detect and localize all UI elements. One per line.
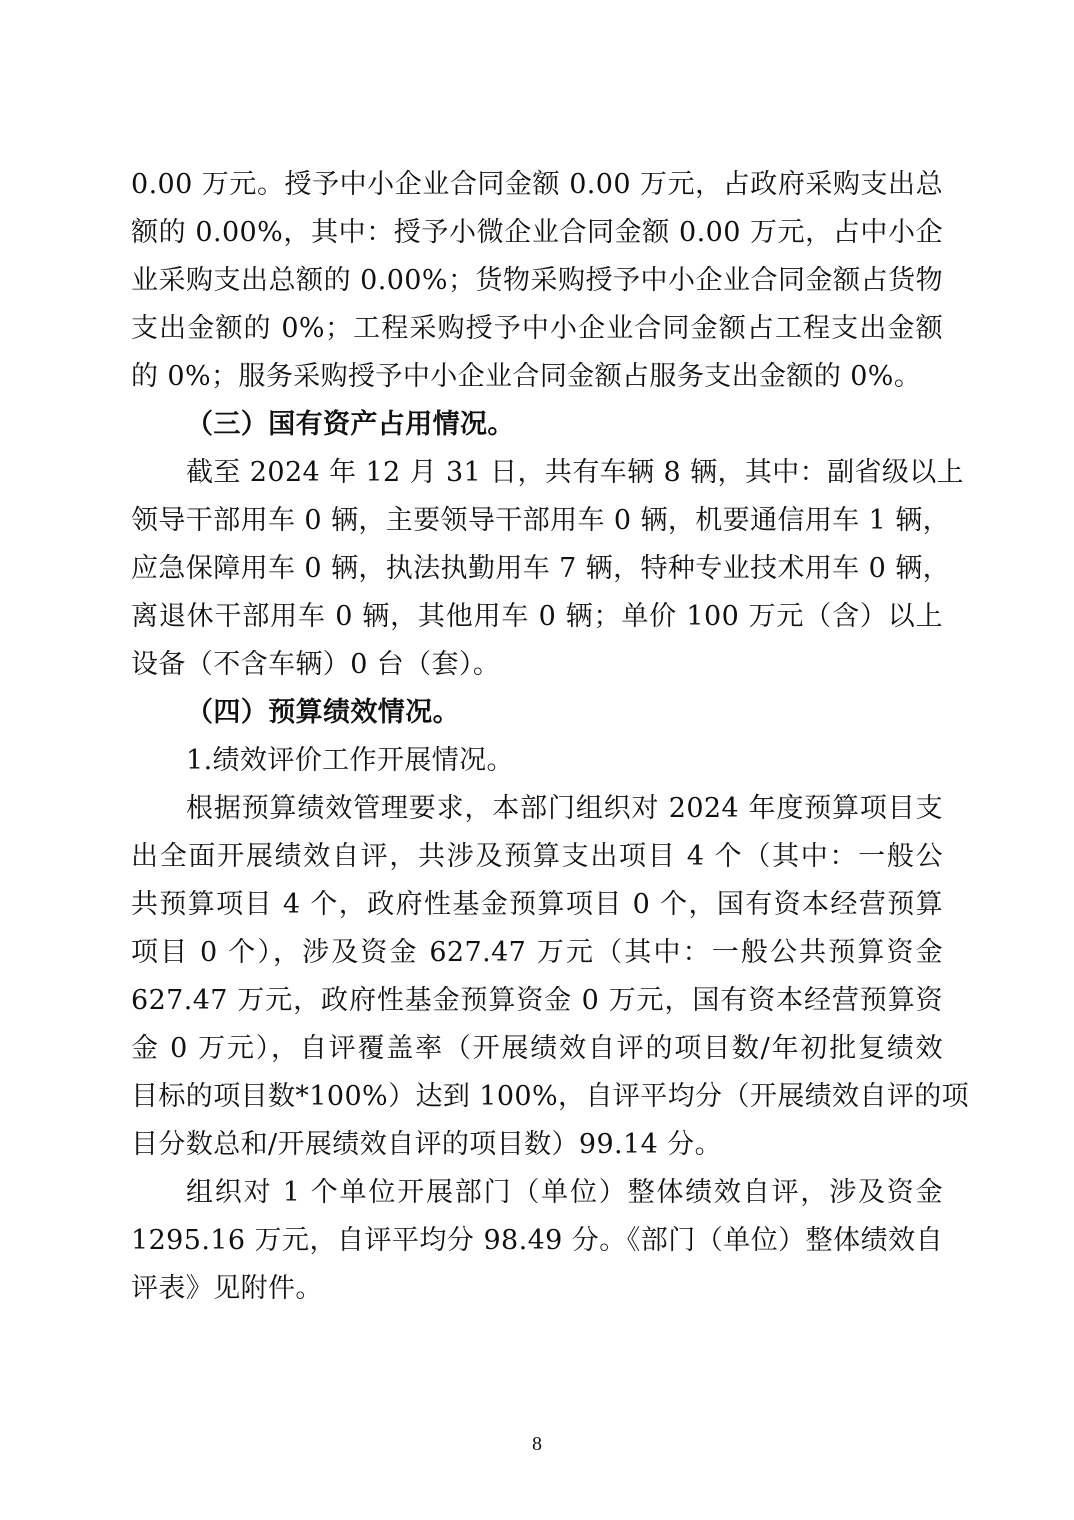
body-text-line: 1295.16 万元，自评平均分 98.49 分。《部门（单位）整体绩效自 [131,1225,943,1256]
body-text-line: 离退休干部用车 0 辆，其他用车 0 辆；单价 100 万元（含）以上 [131,601,943,632]
body-text-line: 的 0%；服务采购授予中小企业合同金额占服务支出金额的 0%。 [131,361,922,392]
body-text-line: 目分数总和/开展绩效自评的项目数）99.14 分。 [131,1129,722,1160]
section-heading-state-assets: （三）国有资产占用情况。 [186,409,515,440]
body-text-line: 目标的项目数*100%）达到 100%，自评平均分（开展绩效自评的项 [131,1081,970,1112]
body-text-line: 共预算项目 4 个，政府性基金预算项目 0 个，国有资本经营预算 [131,889,943,920]
body-text-line: 金 0 万元），自评覆盖率（开展绩效自评的项目数/年初批复绩效 [131,1033,943,1064]
subsection-heading: 1.绩效评价工作开展情况。 [186,745,514,776]
section-heading-budget-performance: （四）预算绩效情况。 [186,697,460,728]
body-text-line: 业采购支出总额的 0.00%；货物采购授予中小企业合同金额占货物 [131,265,943,296]
body-text-line: 截至 2024 年 12 月 31 日，共有车辆 8 辆，其中：副省级以上 [186,457,965,488]
body-text-line: 出全面开展绩效自评，共涉及预算支出项目 4 个（其中：一般公 [131,841,943,872]
body-text-line: 0.00 万元。授予中小企业合同金额 0.00 万元，占政府采购支出总 [131,169,943,200]
body-text-line: 应急保障用车 0 辆，执法执勤用车 7 辆，特种专业技术用车 0 辆， [131,553,951,584]
body-text-line: 支出金额的 0%；工程采购授予中小企业合同金额占工程支出金额 [131,313,943,344]
body-text-line: 额的 0.00%，其中：授予小微企业合同金额 0.00 万元，占中小企 [131,217,943,248]
body-text-line: 组织对 1 个单位开展部门（单位）整体绩效自评，涉及资金 [186,1177,943,1208]
page-number: 8 [532,1433,542,1455]
body-text-line: 设备（不含车辆）0 台（套）。 [131,649,501,680]
body-text-line: 项目 0 个），涉及资金 627.47 万元（其中：一般公共预算资金 [131,937,943,968]
body-text-line: 627.47 万元，政府性基金预算资金 0 万元，国有资本经营预算资 [131,985,943,1016]
body-text-line: 评表》见附件。 [131,1273,323,1304]
body-text-line: 根据预算绩效管理要求，本部门组织对 2024 年度预算项目支 [186,793,943,824]
body-text-line: 领导干部用车 0 辆，主要领导干部用车 0 辆，机要通信用车 1 辆， [131,505,951,536]
